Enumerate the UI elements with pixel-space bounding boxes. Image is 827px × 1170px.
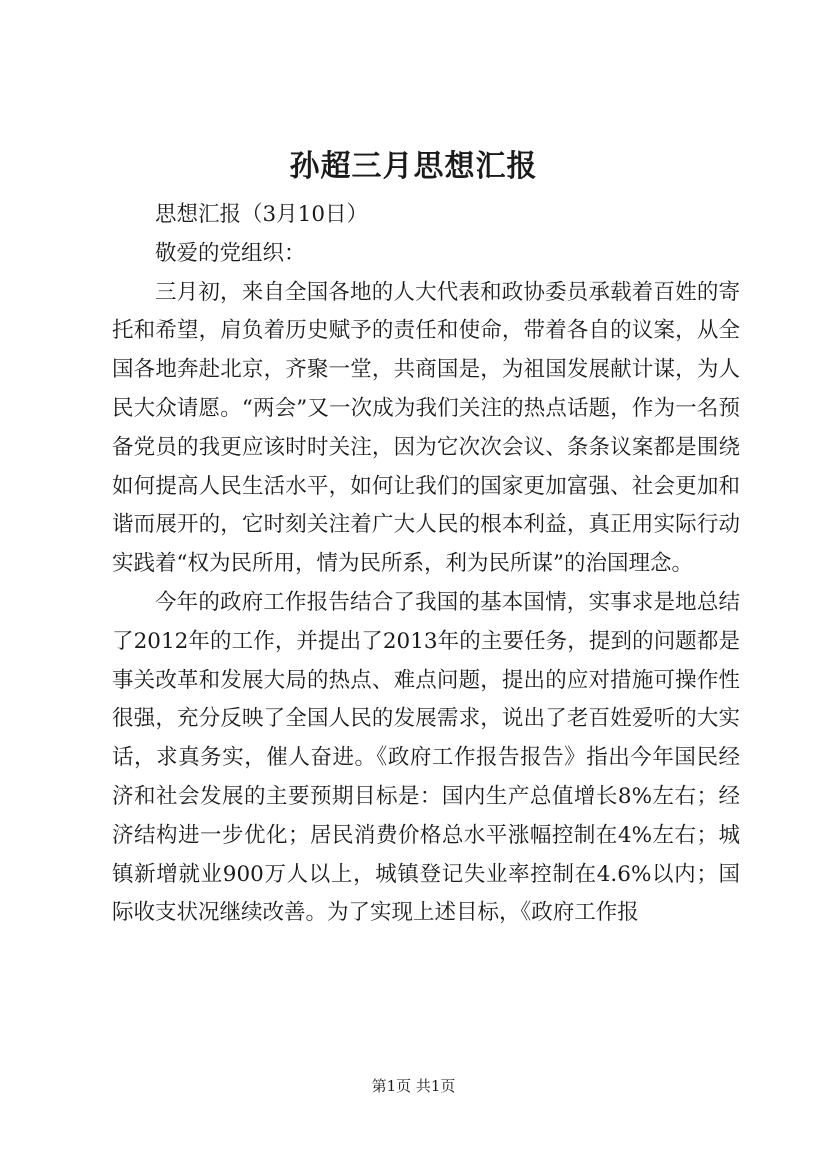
report-date-line: 思想汇报（3月10日） xyxy=(155,202,369,227)
document-title: 孙超三月思想汇报 xyxy=(289,149,538,184)
body-paragraph: 三月初，来自全国各地的人大代表和政协委员承载着百姓的寄托和希望，肩负着历史赋予的责任和使命，带着各自的议案，从全国各地奔赴北京，齐聚一堂，共商国是，为祖国发展献计谋，为人民大众请愿。“两会”又一次成为我们关注的热点话题，作为一名预备党员的我更应该时时关注，因为它次次会议、条条议案都是围绕如何提高人民生活水平，如何让我们的国家更加富强、社会更加和谐而展开的，它时刻关注着广大人民的根本利益，真正用实际行动实践着“权为民所用，情为民所系，利为民所谋”的治国理念。 xyxy=(112,279,740,577)
body-paragraph: 今年的政府工作报告结合了我国的基本国情，实事求是地总结了2012年的工作，并提出了2013年的主要任务，提到的问题都是事关改革和发展大局的热点、难点问题，提出的应对措施可操作性很强，充分反映了全国人民的发展需求，说出了老百姓爱听的大实话，求真务实，催人奋进。《政府工作报告报告》指出今年国民经济和社会发展的主要预期目标是：国内生产总值增长8%左右；经济结构进一步优化；居民消费价格总水平涨幅控制在4%左右；城镇新增就业900万人以上，城镇登记失业率控制在4.6%以内；国际收支状况继续改善。为了实现上述目标，《政府工作报 xyxy=(112,589,740,926)
salutation: 敬爱的党组织： xyxy=(155,240,306,266)
page-footer: 第1页 共1页 xyxy=(371,1077,456,1095)
document-body xyxy=(112,196,740,933)
